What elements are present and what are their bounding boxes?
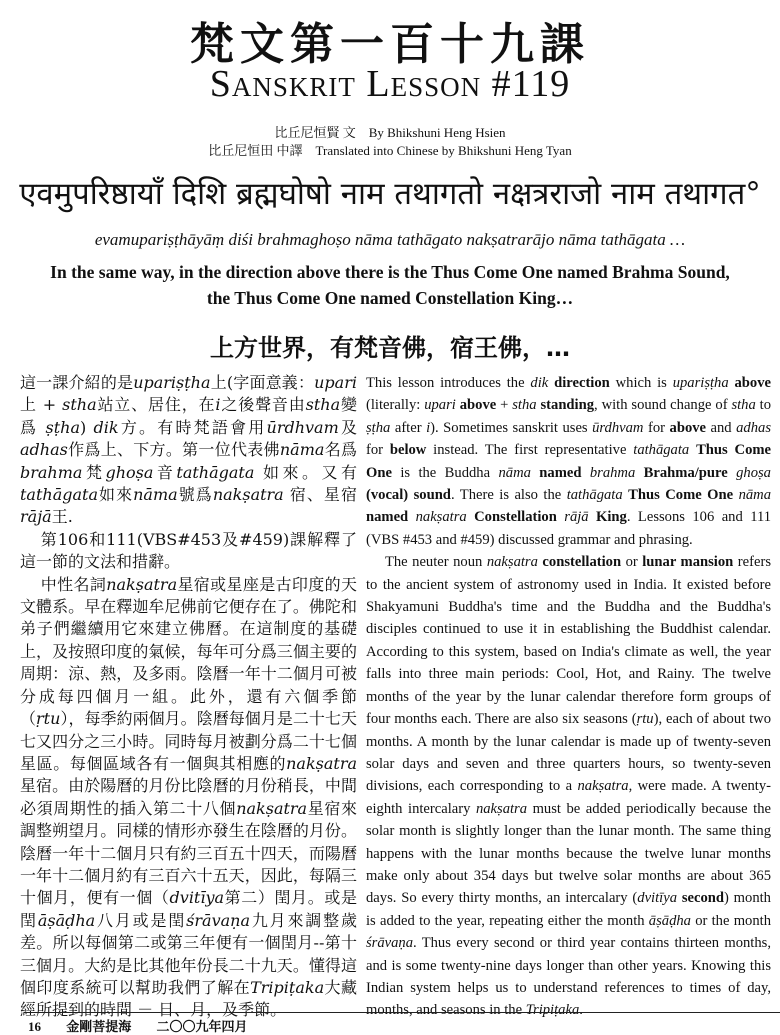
italic-term: nakṣatra (286, 753, 357, 773)
text-run (581, 465, 589, 481)
italic-term: ūrdhvam (266, 417, 339, 437)
italic-term: i (426, 419, 431, 436)
issue-date: 二〇〇九年四月 (156, 1019, 248, 1034)
text-run: or (621, 554, 643, 571)
italic-term: nakṣatra (577, 778, 629, 795)
bold-term: Thus Come One (366, 442, 772, 481)
text-run: 變爲 (20, 395, 357, 437)
italic-term: brahma (589, 464, 636, 481)
bold-term: lunar mansion (642, 554, 734, 571)
text-run: 梵 (82, 462, 106, 482)
byline-translator: 比丘尼恒田 中譯 Translated into Chinese by Bhikshuni Heng Tyan (208, 143, 572, 158)
italic-term: dvitīya (637, 890, 677, 907)
paragraph (20, 574, 357, 1022)
text-run: 站立、居住，在 (96, 395, 216, 415)
text-run: instead. The first representative (426, 442, 634, 459)
chinese-title: 梵文第一百十九課 (190, 19, 590, 70)
text-run (467, 509, 474, 525)
italic-term: nakṣatra (415, 509, 467, 526)
italic-term: stha (305, 395, 341, 415)
italic-term: śrāvaṇa (186, 910, 250, 930)
paragraph (366, 551, 771, 1022)
bold-term: direction (554, 375, 610, 391)
text-run: 第106和111(VBS#453及#459)課解釋了這一節的文法和措辭。 (20, 529, 357, 572)
italic-term: Tripiṭaka (525, 1002, 580, 1019)
bold-term: named (366, 509, 409, 526)
english-title: Sanskrit Lesson #119 (209, 63, 571, 105)
text-run: 第二）閏月。或是閏 (20, 888, 357, 930)
text-run: ), each of about two months. A month by the lunar calendar is made up of twenty-seven solar days and seven and three quarters hours, so twenty-seven divisions, each corresponding to a (366, 711, 771, 795)
text-run: 八月或是閏 (95, 910, 187, 930)
italic-term: adhas (20, 440, 68, 460)
bold-term: King (596, 509, 627, 526)
bold-term: above (734, 375, 771, 391)
italic-term: ghoṣa (105, 462, 154, 482)
italic-term: stha (62, 395, 97, 415)
devanagari-verse: एवमुपरिष्ठायाँ दिशि ब्रह्मघोषो नाम तथागतो नक्षत्रराजो नाम तथागत° (19, 176, 761, 212)
italic-term: upariṣṭha (133, 373, 211, 392)
italic-term: ṣṭha (45, 417, 80, 437)
text-run: ) (80, 417, 94, 437)
italic-term: stha (512, 397, 537, 414)
italic-term: i (215, 395, 221, 415)
english-column (366, 372, 771, 1022)
text-run: 這一課介紹的是 (20, 373, 134, 392)
text-run: 大藏經所提到的時間 － 日、月，及季節。 (20, 977, 357, 1020)
text-run: 星宿。由於陽曆的月份比陰曆的月份稍長，中間必須周期性的插入第二十八個 (20, 776, 357, 818)
italic-term: nakṣatra (486, 554, 538, 571)
italic-term: nakṣatra (236, 798, 308, 818)
english-line-2: the Thus Come One named Constellation King… (206, 288, 574, 308)
italic-term: tathāgata (566, 487, 623, 504)
text-run: ). Sometimes sanskrit uses (430, 419, 593, 436)
italic-term: upari (424, 397, 456, 414)
italic-term: adhas (736, 419, 771, 436)
text-run: 宿、星宿 (283, 485, 357, 505)
bold-term: (vocal) sound (366, 487, 451, 504)
bold-term: Constellation (474, 509, 557, 526)
bold-term: named (539, 464, 582, 481)
text-run: 音 (153, 462, 177, 482)
italic-term: tathāgata (176, 462, 255, 482)
text-run: for (643, 419, 670, 436)
italic-term: nāma (498, 464, 531, 481)
text-run: which is (609, 375, 673, 391)
text-run: The neuter noun (384, 554, 487, 571)
italic-term: nakṣatra (475, 800, 528, 817)
text-run: + (496, 397, 513, 414)
italic-term: ṛtu (36, 709, 61, 729)
italic-term: āṣāḍha (37, 910, 96, 930)
text-run: . (579, 1002, 583, 1019)
text-run: must be added periodically because the solar month is slightly longer than the lunar month. The same thing happens with the lunar months because the twelve lunar months make only about 354 days but twelve solar months are about 365 days. So every thirty months, an intercalary ( (366, 800, 771, 907)
text-run: and (706, 419, 737, 436)
page-number: 16 (28, 1019, 41, 1034)
text-run (635, 465, 643, 481)
italic-term: brahma (20, 462, 83, 482)
text-run: 作爲上、下方。第一位代表佛 (67, 440, 280, 460)
paragraph (20, 529, 357, 574)
footer-rule (24, 1012, 780, 1013)
bold-term: above (669, 419, 707, 436)
text-run: , with sound change of (594, 397, 732, 414)
text-run: 中性名詞 (40, 574, 107, 594)
text-run: is the Buddha (391, 464, 499, 481)
text-run: refers to the ancient system of astronomy used in India. It existed before Shakyamuni Buddha's time and the Buddha and the Buddha's disciples continued to use it in establishing the Buddhist calendar. According to this system, based on India's climate as well, the year falls into three main periods: Cool, Hot, and Rainy. The twelve months of the year by the lunar calendar therefore form groups of four months each. There are also six seasons ( (366, 554, 771, 728)
text-run: . There is also the (450, 487, 567, 504)
footer (28, 1016, 270, 1035)
italic-term: tathāgata (633, 442, 690, 459)
english-line-1: In the same way, in the direction above there is the Thus Come One named Brahma Sound, (50, 262, 730, 282)
italic-term: dvitīya (169, 888, 225, 908)
italic-term: ṛtu (636, 711, 654, 728)
text-run: to (755, 397, 772, 414)
text-run (408, 509, 415, 525)
text-run (728, 465, 736, 481)
text-run: (literally: (366, 397, 425, 414)
text-run: ），每季約兩個月。陰曆每個月是二十七天七又四分之三小時。同時每月被劃分爲二十七個星區。每個區域各有一個與其相應的 (20, 709, 357, 773)
italic-term: Tripiṭaka (250, 977, 325, 997)
paragraph (366, 372, 771, 551)
italic-term: nakṣatra (106, 574, 178, 594)
bold-term: Brahma/pure (643, 464, 728, 481)
text-run: , were made. A twenty-eighth intercalary (366, 778, 771, 817)
italic-term: ūrdhvam (592, 419, 644, 436)
bold-term: standing (540, 397, 595, 414)
italic-term: śrāvaṇa (366, 935, 414, 952)
text-run: after (390, 419, 427, 436)
bold-term: above (459, 397, 497, 414)
italic-term: upariṣṭha (672, 375, 729, 391)
text-run: 上 + (20, 395, 63, 415)
italic-term: tathāgata (20, 485, 98, 505)
text-run: 方。有時梵語會用 (118, 417, 267, 437)
transliteration: evamupariṣṭhāyāṃ diśi brahmaghoṣo nāma tathāgato nakṣatrarājo nāma tathāgata … (94, 230, 686, 249)
paragraph (20, 372, 357, 529)
italic-term: ṣṭha (366, 419, 391, 436)
italic-term: rājā (564, 509, 589, 526)
byline-author: 比丘尼恒賢 文 By Bhikshuni Heng Hsien (274, 125, 506, 140)
bold-term: below (389, 442, 427, 459)
text-run: for (366, 442, 390, 459)
italic-term: upari (314, 373, 357, 392)
italic-term: āṣāḍha (648, 912, 691, 929)
bold-term: second (681, 890, 724, 907)
text-run: 之後聲音由 (220, 395, 306, 415)
chinese-column (20, 372, 357, 1022)
italic-term: nāma (133, 485, 178, 505)
italic-term: dik (530, 375, 549, 391)
text-run: or the month (690, 912, 771, 929)
text-run: 星宿來調整朔望月。同樣的情形亦發生在陰曆的月份。陰曆一年十二個月只有約三百五十四天，而陽曆一年十二個月約有三百六十五天，因此，每隔三十個月，便有一個（ (20, 798, 357, 908)
text-run (589, 509, 596, 525)
text-run: This lesson introduces the (366, 375, 531, 391)
bold-term: constellation (542, 554, 622, 571)
text-run: ) month is added to the year, repeating either the month (366, 890, 771, 929)
italic-term: rājā (20, 507, 52, 527)
italic-term: stha (731, 397, 756, 414)
text-run: 及 (338, 417, 357, 437)
text-run: 星宿或星座是古印度的天文體系。早在釋迦牟尼佛前它便存在了。佛陀和弟子們繼續用它來建立佛曆。在這制度的基礎上，及按照印度的氣候，每年可分爲三個主要的周期：涼、熱，及多雨。陰曆一年十二個月可被分成每四個月一組。此外，還有六個季節（ (20, 574, 357, 729)
magazine-name: 金剛菩提海 (66, 1019, 132, 1034)
chinese-verse: 上方世界，有梵音佛，宿王佛，… (210, 334, 570, 362)
text-run: 名爲 (324, 440, 357, 460)
italic-term: nāma (738, 487, 772, 504)
text-run: 如來 (98, 485, 134, 505)
italic-term: nakṣatra (212, 485, 284, 505)
italic-term: dik (93, 417, 119, 437)
bold-term: Thus Come One (628, 487, 734, 504)
text-run: 如來。又有 (254, 462, 357, 482)
italic-term: nāma (279, 440, 325, 460)
text-run: 上(字面意義： (210, 373, 315, 392)
text-run: 號爲 (177, 485, 213, 505)
english-translation (0, 259, 780, 311)
italic-term: ghoṣa (736, 464, 771, 481)
text-run: . Thus every second or third year contains thirteen months, and is some twenty-nine days longer than other years. Knowing this Indian system helps us to understand references to times of day, months, and seasons in the (366, 935, 771, 1019)
text-run: 九月來調整歲差。所以每個第二或第三年便有一個閏月--第十三個月。大約是比其他年份長二十九天。懂得這個印度系統可以幫助我們了解在 (20, 910, 357, 997)
text-run: . Lessons 106 and 111 (VBS #453 and #459) discussed grammar and phrasing. (366, 509, 772, 548)
text-run: 王. (51, 507, 73, 527)
